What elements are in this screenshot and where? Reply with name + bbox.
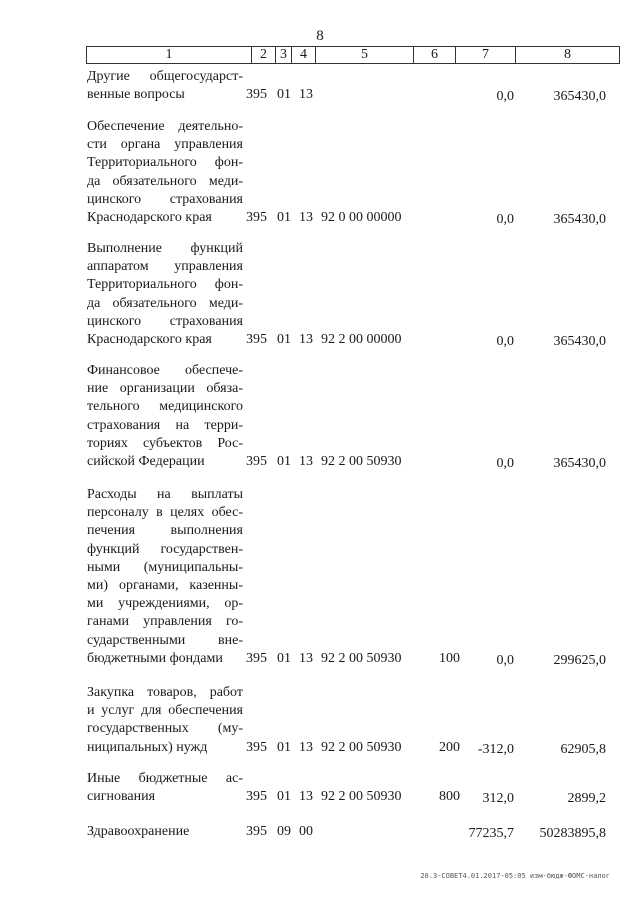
total-amount: 50283895,8 (539, 826, 606, 841)
description-line: ниципальных) нужд (87, 739, 208, 755)
change-amount: 77235,7 (468, 826, 514, 841)
description-line: страхования на терри- (87, 417, 243, 433)
total-amount: 365430,0 (553, 456, 606, 471)
description-line: аппаратом управления (87, 259, 243, 275)
page-number: 8 (316, 28, 324, 44)
row-description (87, 68, 243, 104)
header-col-5: 5 (316, 47, 414, 63)
table-row (0, 486, 640, 668)
total-amount: 299625,0 (553, 652, 606, 668)
section-code: 01 (277, 454, 291, 469)
subsection-code: 13 (299, 210, 313, 225)
change-amount: -312,0 (477, 741, 514, 757)
description-line: печения выполнения (87, 523, 243, 539)
subsection-code: 00 (299, 824, 313, 839)
expense-type-code: 100 (439, 650, 460, 666)
change-amount: 0,0 (496, 652, 514, 668)
section-code: 01 (277, 87, 291, 103)
description-line: Территориального фон- (87, 277, 243, 293)
expense-type-code: 200 (439, 739, 460, 755)
section-code: 09 (277, 824, 291, 839)
expense-type-code: 800 (439, 789, 460, 805)
description-line: да обязательного меди- (87, 173, 243, 189)
table-row (0, 823, 640, 841)
row-description (87, 684, 243, 757)
description-line: ными (муниципальны- (87, 559, 243, 575)
description-line: сигнования (87, 789, 156, 805)
description-line: Закупка товаров, работ (87, 685, 243, 700)
target-article-code: 92 2 00 50930 (321, 650, 402, 666)
subsection-code: 13 (299, 454, 313, 469)
header-col-7: 7 (456, 47, 516, 63)
subsection-code: 13 (299, 87, 313, 103)
description-line: ториях субъектов Рос- (87, 435, 243, 451)
target-article-code: 92 2 00 00000 (321, 332, 402, 347)
header-col-2: 2 (252, 47, 276, 63)
table-row (0, 770, 640, 806)
description-line: цинского страхования (87, 191, 243, 207)
target-article-code: 92 0 00 00000 (321, 210, 402, 225)
total-amount: 2899,2 (567, 791, 606, 807)
row-description (87, 118, 243, 227)
change-amount: 0,0 (496, 456, 514, 471)
section-code: 01 (277, 332, 291, 347)
section-code: 01 (277, 650, 291, 666)
description-line: Здравоохранение (87, 824, 190, 839)
header-col-8: 8 (564, 47, 571, 62)
description-line: сти органа управления (87, 137, 243, 153)
total-amount: 365430,0 (553, 212, 606, 227)
description-line: функций государствен- (87, 541, 243, 557)
admin-code: 395 (246, 824, 267, 839)
header-col-1: 1 (87, 47, 252, 63)
description-line: ние организации обяза- (87, 381, 243, 397)
subsection-code: 13 (299, 789, 313, 805)
change-amount: 0,0 (496, 334, 514, 349)
row-description (87, 770, 243, 806)
subsection-code: 13 (299, 739, 313, 755)
total-amount: 365430,0 (553, 89, 606, 105)
admin-code: 395 (246, 789, 267, 805)
description-line: Выполнение функций (87, 241, 243, 256)
change-amount: 0,0 (496, 89, 514, 105)
target-article-code: 92 2 00 50930 (321, 789, 402, 805)
admin-code: 395 (246, 87, 267, 103)
description-line: сийской Федерации (87, 453, 205, 469)
table-row (0, 684, 640, 757)
row-description (87, 240, 243, 349)
admin-code: 395 (246, 332, 267, 347)
target-article-code: 92 2 00 50930 (321, 739, 402, 755)
table-header (86, 46, 620, 64)
table-row (0, 118, 640, 227)
description-line: тельного медицинского (87, 399, 243, 415)
description-line: Иные бюджетные ас- (87, 771, 243, 786)
description-line: ганами управления го- (87, 614, 243, 630)
row-description (87, 362, 243, 471)
change-amount: 0,0 (496, 212, 514, 227)
section-code: 01 (277, 789, 291, 805)
subsection-code: 13 (299, 650, 313, 666)
description-line: персоналу в целях обес- (87, 505, 243, 521)
description-line: бюджетными фондами (87, 650, 223, 666)
description-line: Обеспечение деятельно- (87, 119, 243, 134)
description-line: Территориального фон- (87, 155, 243, 171)
section-code: 01 (277, 739, 291, 755)
description-line: венные вопросы (87, 87, 185, 103)
table-row (0, 240, 640, 349)
admin-code: 395 (246, 210, 267, 225)
target-article-code: 92 2 00 50930 (321, 454, 402, 469)
description-line: Краснодарского края (87, 331, 212, 347)
row-description (87, 823, 243, 841)
header-col-6: 6 (414, 47, 456, 63)
description-line: Краснодарского края (87, 209, 212, 225)
footer-stamp: 20.3-СОВЕТ4.01.2017-05:05 изм-бюдж-ФОМС-налог (420, 872, 610, 880)
description-line: и услуг для обеспечения (87, 703, 243, 719)
description-line: сударственными вне- (87, 632, 243, 648)
admin-code: 395 (246, 650, 267, 666)
description-line: государственных (му- (87, 721, 243, 737)
row-description (87, 486, 243, 668)
subsection-code: 13 (299, 332, 313, 347)
description-line: Расходы на выплаты (87, 487, 243, 502)
table-row (0, 68, 640, 104)
section-code: 01 (277, 210, 291, 225)
table-row (0, 362, 640, 471)
description-line: Другие общегосударст- (87, 69, 243, 84)
description-line: ми) органами, казенны- (87, 577, 243, 593)
description-line: да обязательного меди- (87, 295, 243, 311)
header-col-3: 3 (276, 47, 292, 63)
description-line: Финансовое обеспече- (87, 363, 243, 378)
change-amount: 312,0 (482, 791, 514, 807)
admin-code: 395 (246, 739, 267, 755)
description-line: ми учреждениями, ор- (87, 596, 243, 612)
admin-code: 395 (246, 454, 267, 469)
header-col-4: 4 (292, 47, 316, 63)
total-amount: 365430,0 (553, 334, 606, 349)
total-amount: 62905,8 (560, 741, 606, 757)
description-line: цинского страхования (87, 313, 243, 329)
